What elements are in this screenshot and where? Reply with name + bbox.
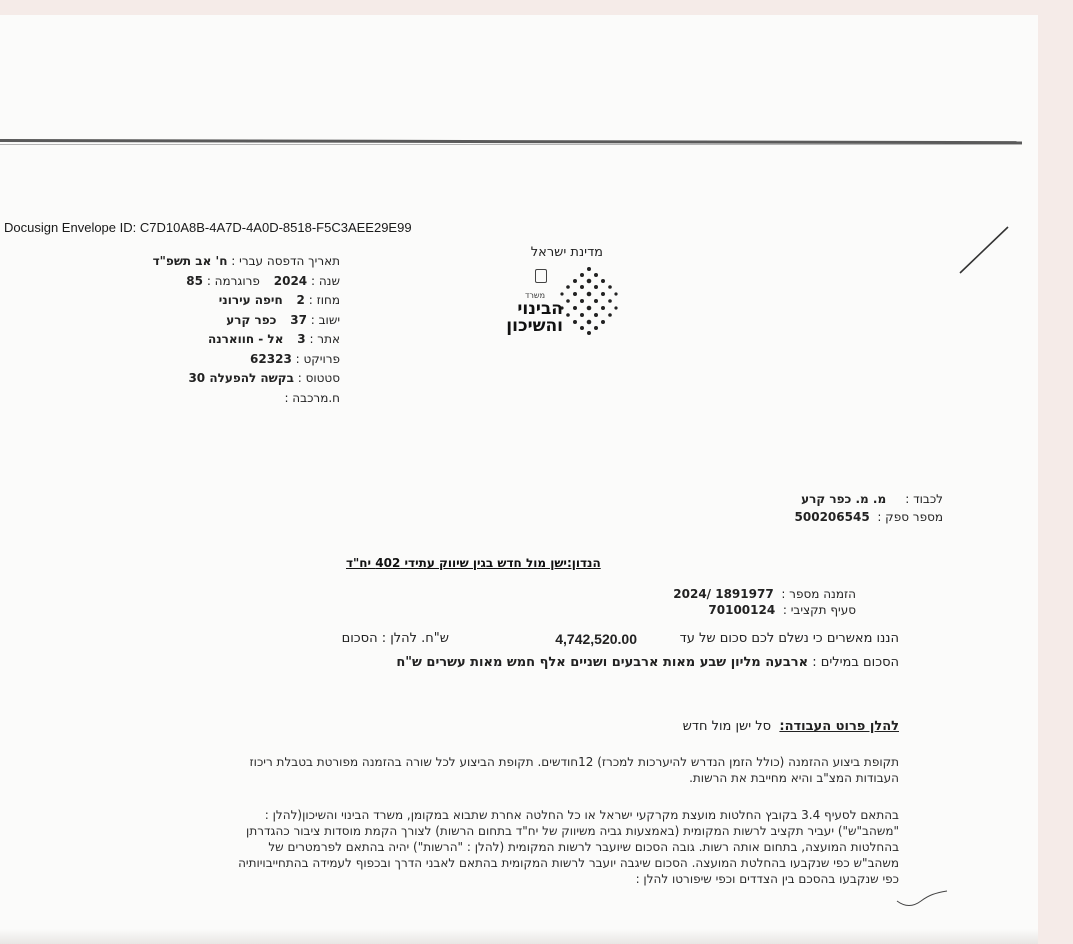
addressee-to: לכבוד : מ. מ. כפר קרע [801, 492, 943, 506]
subject-line: הנדון:ישן מול חדש בגין שיווק עתידי 402 יח"ד [346, 556, 601, 570]
meta-project: פרויקט : 62323 [250, 351, 340, 366]
work-detail-line [683, 719, 899, 734]
execution-period-paragraph: תקופת ביצוע ההזמנה (כולל הזמן הנדרש להיערכות למכרז) 12חודשים. תקופת הביצוע לכל שורה בהזמנה מפורטת בטבלת ריכוז העבודות המצ"ב והיא מחייבת את הרשות. [249, 755, 899, 785]
meta-site: אתר : 3 אל - חווארנה [207, 332, 340, 346]
meta-hebrew-date: תאריך הדפסה עברי : ח' אב תשפ"ד [152, 254, 340, 268]
ministry-dots-icon [558, 265, 620, 335]
meta-settlement: ישוב : 37 כפר קרע [226, 312, 340, 327]
top-divider-shadow [0, 144, 1022, 145]
order-block [673, 586, 856, 618]
budget-section: סעיף תקציבי : 70100124 [708, 603, 856, 617]
state-of-israel-label: מדינת ישראל [530, 245, 603, 260]
meta-component: ח.מרכבה : [284, 390, 340, 405]
document-metadata [60, 252, 340, 408]
meta-status: סטטוס : בקשה להפעלה 30 [188, 371, 340, 385]
order-number: הזמנה מספר : 1891977 /2024 [673, 587, 856, 601]
meta-year-program: שנה : 2024 פרוגרמה : 85 [186, 273, 340, 288]
state-emblem-icon [535, 269, 547, 283]
ministry-name: הבינוי והשיכון [506, 299, 563, 336]
signature-scribble [895, 887, 950, 909]
amount-in-words: הסכום במילים : ארבעה מליון שבע מאות ארבעים ושניים אלף חמש מאות עשרים ש"ח [396, 655, 899, 670]
work-detail-value: סל ישן מול חדש [682, 719, 772, 734]
document-page [0, 15, 1038, 944]
budget-transfer-paragraph: בהתאם לסעיף 3.4 בקובץ החלטות מועצת מקרקעי ישראל או כל החלטה אחרת שתבוא במקומן, משרד הבינוי והשיכון(להלן : "משהב"ש") יעביר תקציב לרשות המקומית (באמצעות גביה משיווק של יח"ד בתחום הרשות) לצורך הקמת מוסדות ציבור כהגדרתן בהחלטות המועצה, בתחום אותה רשות. גובה הסכום שיועבר לרשות המקומית (להלן : "הרשות") יהיה בהתאם לפרמטרים של משהב"ש כפי שנקבעו בהחלטת המועצה. הסכום שיגבה יועבר לרשות המקומית בהתאם לאבני הדרך ובכפוף לעמידה בהתחייבויותיה כפי שנקבעו בהסכם בין הצדדים וכפי שיפורטו להלן : [238, 808, 899, 886]
amount-tail-text: ש"ח. להלן : הסכום [341, 631, 449, 646]
ministry-logo [480, 245, 625, 345]
meta-district: מחוז : 2 חיפה עירוני [218, 293, 340, 307]
ministry-small-label: משרד [525, 291, 545, 300]
amount-value: 4,742,520.00 [555, 631, 637, 647]
pen-stroke-mark [952, 225, 1012, 275]
page-bottom-edge [0, 929, 1038, 944]
supplier-number: מספר ספק : 500206545 [794, 510, 943, 524]
docusign-envelope-id: Docusign Envelope ID: C7D10A8B-4A7D-4A0D-8518-F5C3AEE29E99 [4, 220, 412, 235]
work-detail-heading: להלן פרוט העבודה: [779, 719, 899, 734]
addressee-block [795, 490, 943, 526]
amount-lead-text: הננו מאשרים כי נשלם לכם סכום של עד [679, 631, 899, 646]
amount-line [199, 631, 899, 651]
